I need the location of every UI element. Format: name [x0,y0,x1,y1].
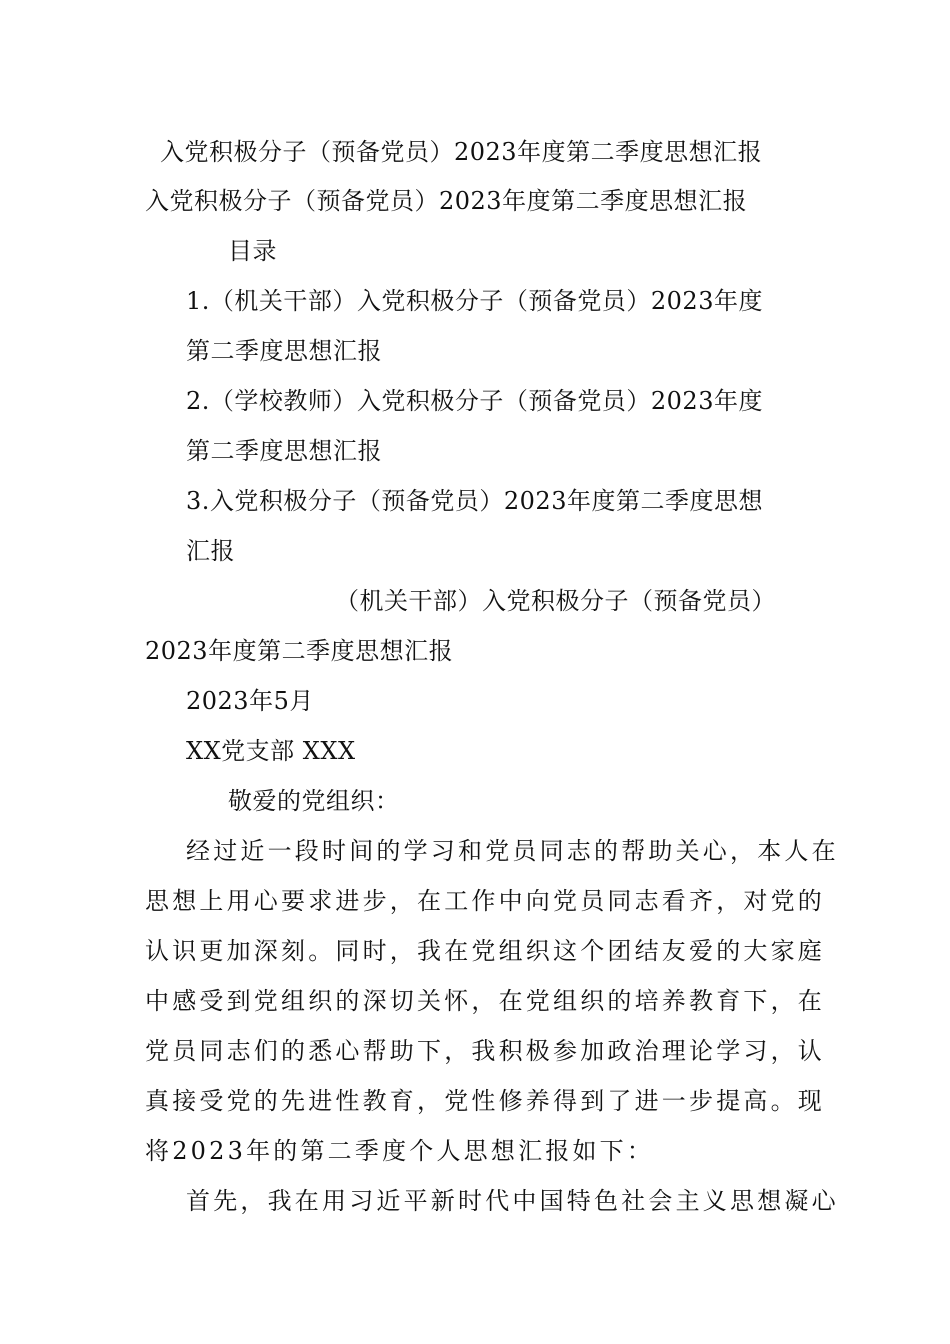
toc-item-3-line-2: 汇报 [186,537,235,565]
paragraph-line: 首先，我在用习近平新时代中国特色社会主义思想凝心 [186,1187,839,1215]
toc-heading: 目录 [228,237,277,265]
toc-item-2-line-2: 第二季度思想汇报 [186,437,382,465]
paragraph-line: 经过近一段时间的学习和党员同志的帮助关心，本人在 [186,837,839,865]
report-date: 2023年5月 [186,687,314,715]
section-title-line-2: 2023年度第二季度思想汇报 [145,637,454,665]
paragraph-line: 真接受党的先进性教育，党性修养得到了进一步提高。现 [145,1087,825,1115]
title-line-1: 入党积极分子（预备党员）2023年度第二季度思想汇报 [160,138,763,166]
paragraph-line: 思想上用心要求进步，在工作中向党员同志看齐，对党的 [145,887,825,915]
report-author: XX党支部 XXX [186,737,356,765]
toc-item-1-line-2: 第二季度思想汇报 [186,337,382,365]
title-line-2: 入党积极分子（预备党员）2023年度第二季度思想汇报 [145,187,748,215]
toc-item-1-line-1: 1.（机关干部）入党积极分子（预备党员）2023年度 [186,287,763,315]
section-title-line-1: （机关干部）入党积极分子（预备党员） [335,587,776,615]
paragraph-line: 将2023年的第二季度个人思想汇报如下： [145,1137,655,1165]
salutation: 敬爱的党组织： [228,787,400,815]
paragraph-line: 党员同志们的悉心帮助下，我积极参加政治理论学习，认 [145,1037,825,1065]
paragraph-line: 中感受到党组织的深切关怀，在党组织的培养教育下，在 [145,987,825,1015]
paragraph-line: 认识更加深刻。同时，我在党组织这个团结友爱的大家庭 [145,937,825,965]
toc-item-3-line-1: 3.入党积极分子（预备党员）2023年度第二季度思想 [186,487,763,515]
toc-item-2-line-1: 2.（学校教师）入党积极分子（预备党员）2023年度 [186,387,763,415]
